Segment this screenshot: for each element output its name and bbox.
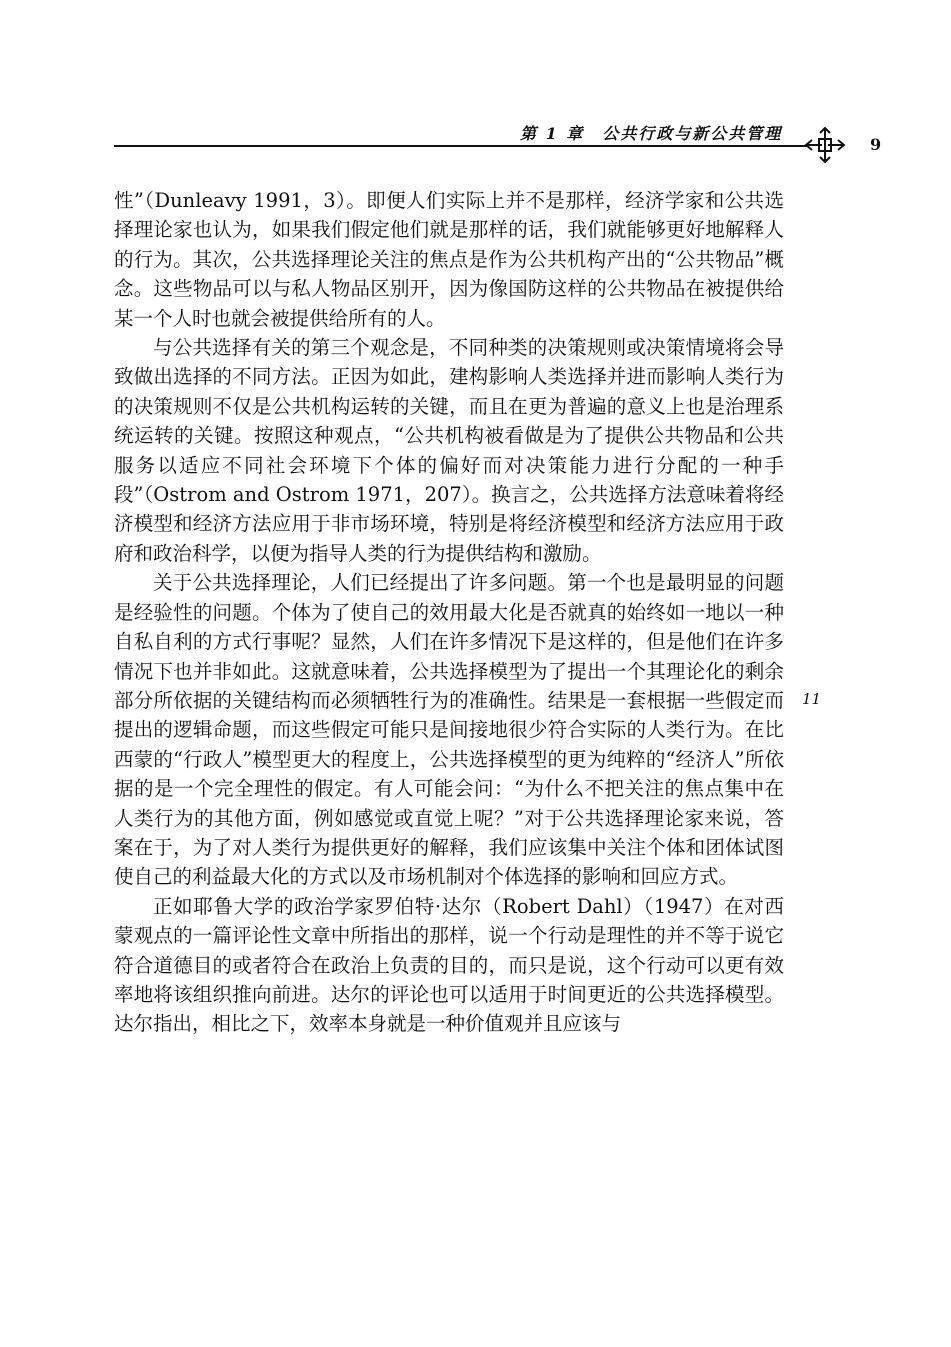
paragraph-1: 性”（Dunleavy 1991，3）。即便人们实际上并不是那样，经济学家和公共选择理论家也认为，如果我们假定他们就是那样的话，我们就能够更好地解释人的行为。其次，公共选择理论关注的焦点是作为公共机构产出的“公共物品”概念。这些物品可以与私人物品区别开，因为像国防这样的公共物品在被提供给某一个人时也就会被提供给所有的人。 <box>114 189 784 330</box>
ornament-arrow-icon <box>800 124 850 166</box>
header-rule <box>114 145 809 147</box>
page-number: 9 <box>870 135 882 154</box>
body-text <box>114 186 784 1039</box>
paragraph-2: 与公共选择有关的第三个观念是，不同种类的决策规则或决策情境将会导致做出选择的不同方法。正因为如此，建构影响人类选择并进而影响人类行为的决策规则不仅是公共机构运转的关键，而且在更为普遍的意义上也是治理系统运转的关键。按照这种观点，“公共机构被看做是为了提供公共物品和公共服务以适应不同社会环境下个体的偏好而对决策能力进行分配的一种手段”（Ostrom and Ostrom 1971，207）。换言之，公共选择方法意味着将经济模型和经济方法应用于非市场环境，特别是将经济模型和经济方法应用于政府和政治科学，以便为指导人类的行为提供结构和激励。 <box>114 336 784 565</box>
margin-page-reference: 11 <box>802 690 822 708</box>
paragraph-4: 正如耶鲁大学的政治学家罗伯特·达尔（Robert Dahl）（1947）在对西蒙观点的一篇评论性文章中所指出的那样，说一个行动是理性的并不等于说它符合道德目的或者符合在政治上负责的目的，而只是说，这个行动可以更有效率地将该组织推向前进。达尔的评论也可以适用于时间更近的公共选择模型。达尔指出，相比之下，效率本身就是一种价值观并且应该与 <box>114 894 784 1036</box>
chapter-title: 第 1 章 公共行政与新公共管理 <box>520 124 783 143</box>
paragraph-3: 关于公共选择理论，人们已经提出了许多问题。第一个也是最明显的问题是经验性的问题。个体为了使自己的效用最大化是否就真的始终如一地以一种自私自利的方式行事呢？显然，人们在许多情况下是这样的，但是他们在许多情况下也并非如此。这就意味着，公共选择模型为了提出一个其理论化的剩余部分所依据的关键结构而必须牺牲行为的准确性。结果是一套根据一些假定而提出的逻辑命题，而这些假定可能只是间接地很少符合实际的人类行为。在比西蒙的“行政人”模型更大的程度上，公共选择模型的更为纯粹的“经济人”所依据的是一个完全理性的假定。有人可能会问：“为什么不把关注的焦点集中在人类行为的其他方面，例如感觉或直觉上呢？”对于公共选择理论家来说，答案在于，为了对人类行为提供更好的解释，我们应该集中关注个体和团体试图使自己的利益最大化的方式以及市场机制对个体选择的影响和回应方式。 <box>114 571 784 889</box>
